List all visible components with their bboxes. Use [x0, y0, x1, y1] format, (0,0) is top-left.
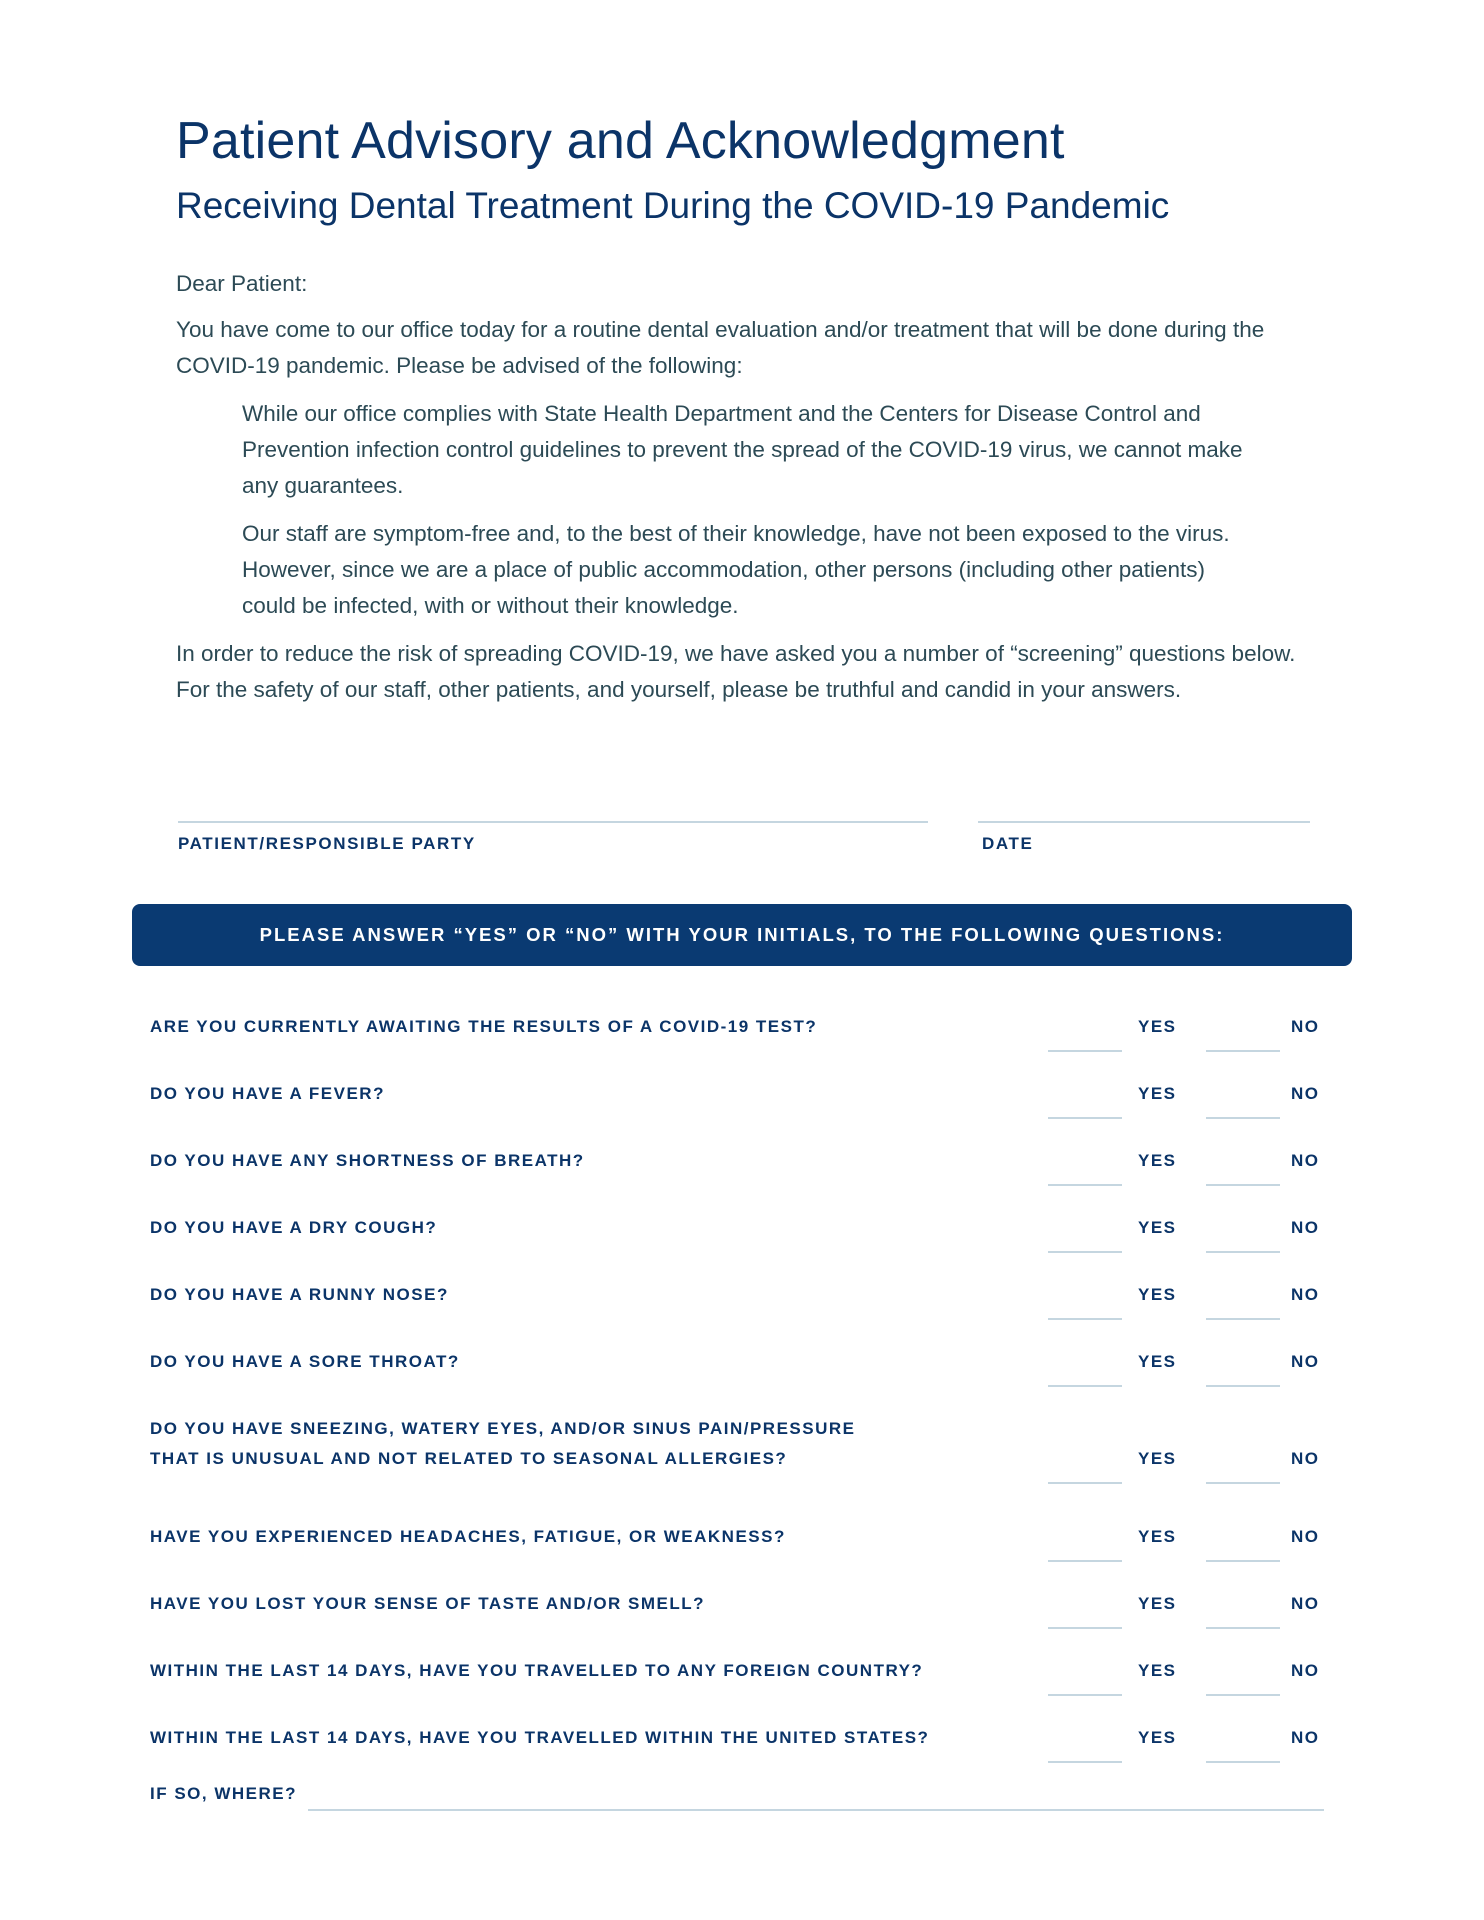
page-subtitle: Receiving Dental Treatment During the COVID-19 Pandemic — [176, 185, 1170, 226]
advisory-point-1: While our office complies with State Health Department and the Centers for Disease Control and Prevention infection control guidelines to prevent the spread of the COVID-19 virus, we cannot make any guarantees. — [242, 401, 1243, 498]
intro-paragraph: You have come to our office today for a routine dental evaluation and/or treatment that will be done during the COVID-19 pandemic. Please be advised of the following: — [176, 317, 1265, 378]
patient-signature-line[interactable] — [178, 821, 928, 823]
no-initials-field[interactable] — [1206, 1318, 1280, 1320]
no-initials-field[interactable] — [1206, 1050, 1280, 1052]
no-label: NO — [1291, 1594, 1320, 1613]
answer-group — [150, 1347, 1330, 1377]
no-label: NO — [1291, 1285, 1320, 1304]
yes-initials-field[interactable] — [1048, 1318, 1122, 1320]
yes-initials-field[interactable] — [1048, 1761, 1122, 1763]
yes-label: YES — [1138, 1661, 1177, 1680]
no-label: NO — [1291, 1661, 1320, 1680]
yes-initials-field[interactable] — [1048, 1694, 1122, 1696]
question-text: HAVE YOU LOST YOUR SENSE OF TASTE AND/OR SMELL? — [150, 1594, 706, 1613]
answer-group — [150, 1012, 1330, 1042]
yes-label: YES — [1138, 1218, 1177, 1237]
yes-label: YES — [1138, 1285, 1177, 1304]
question-row — [150, 1414, 1330, 1474]
answer-group — [150, 1723, 1330, 1753]
question-text: DO YOU HAVE A FEVER? — [150, 1084, 385, 1103]
no-label: NO — [1291, 1449, 1320, 1468]
yes-initials-field[interactable] — [1048, 1482, 1122, 1484]
no-label: NO — [1291, 1017, 1320, 1036]
closing-paragraph: In order to reduce the risk of spreading COVID-19, we have asked you a number of “screening” questions below. For the safety of our staff, other patients, and yourself, please be truthful and candid in your answers. — [176, 641, 1296, 702]
question-text: DO YOU HAVE SNEEZING, WATERY EYES, AND/OR SINUS PAIN/PRESSURE — [150, 1419, 856, 1438]
yes-initials-field[interactable] — [1048, 1184, 1122, 1186]
yes-initials-field[interactable] — [1048, 1627, 1122, 1629]
yes-label: YES — [1138, 1352, 1177, 1371]
no-label: NO — [1291, 1527, 1320, 1546]
no-initials-field[interactable] — [1206, 1560, 1280, 1562]
yes-label: YES — [1138, 1084, 1177, 1103]
no-initials-field[interactable] — [1206, 1627, 1280, 1629]
no-initials-field[interactable] — [1206, 1385, 1280, 1387]
question-row — [150, 1280, 1330, 1310]
question-text-line2: THAT IS UNUSUAL AND NOT RELATED TO SEASONAL ALLERGIES? — [150, 1449, 788, 1468]
no-label: NO — [1291, 1352, 1320, 1371]
no-initials-field[interactable] — [1206, 1482, 1280, 1484]
question-text: DO YOU HAVE A DRY COUGH? — [150, 1218, 438, 1237]
no-initials-field[interactable] — [1206, 1694, 1280, 1696]
yes-label: YES — [1138, 1527, 1177, 1546]
followup-row — [150, 1779, 1330, 1809]
yes-label: YES — [1138, 1449, 1177, 1468]
page-title: Patient Advisory and Acknowledgment — [176, 112, 1065, 170]
answer-group — [150, 1589, 1330, 1619]
question-text: ARE YOU CURRENTLY AWAITING THE RESULTS OF A COVID-19 TEST? — [150, 1017, 818, 1036]
yes-initials-field[interactable] — [1048, 1117, 1122, 1119]
question-row — [150, 1012, 1330, 1042]
yes-label: YES — [1138, 1594, 1177, 1613]
question-row — [150, 1079, 1330, 1109]
no-label: NO — [1291, 1728, 1320, 1747]
no-initials-field[interactable] — [1206, 1761, 1280, 1763]
question-row — [150, 1146, 1330, 1176]
answer-group — [150, 1444, 1330, 1474]
question-row — [150, 1213, 1330, 1243]
question-text: DO YOU HAVE A RUNNY NOSE? — [150, 1285, 449, 1304]
question-row — [150, 1656, 1330, 1686]
answer-group — [150, 1146, 1330, 1176]
yes-label: YES — [1138, 1017, 1177, 1036]
question-text: DO YOU HAVE ANY SHORTNESS OF BREATH? — [150, 1151, 585, 1170]
date-line[interactable] — [978, 821, 1310, 823]
followup-label: IF SO, WHERE? — [150, 1784, 297, 1803]
question-text: DO YOU HAVE A SORE THROAT? — [150, 1352, 460, 1371]
yes-initials-field[interactable] — [1048, 1251, 1122, 1253]
question-text: HAVE YOU EXPERIENCED HEADACHES, FATIGUE, OR WEAKNESS? — [150, 1527, 786, 1546]
date-label: DATE — [982, 834, 1034, 853]
no-label: NO — [1291, 1218, 1320, 1237]
answer-group — [150, 1079, 1330, 1109]
answer-group — [150, 1213, 1330, 1243]
instruction-banner — [132, 904, 1352, 966]
answer-group — [150, 1522, 1330, 1552]
question-text: WITHIN THE LAST 14 DAYS, HAVE YOU TRAVELLED WITHIN THE UNITED STATES? — [150, 1728, 930, 1747]
no-initials-field[interactable] — [1206, 1184, 1280, 1186]
yes-label: YES — [1138, 1151, 1177, 1170]
no-label: NO — [1291, 1084, 1320, 1103]
question-row — [150, 1723, 1330, 1753]
patient-party-label: PATIENT/RESPONSIBLE PARTY — [178, 834, 476, 853]
banner-text: PLEASE ANSWER “YES” OR “NO” WITH YOUR INITIALS, TO THE FOLLOWING QUESTIONS: — [259, 924, 1225, 945]
no-initials-field[interactable] — [1206, 1117, 1280, 1119]
answer-group — [150, 1280, 1330, 1310]
yes-initials-field[interactable] — [1048, 1385, 1122, 1387]
question-text: WITHIN THE LAST 14 DAYS, HAVE YOU TRAVELLED TO ANY FOREIGN COUNTRY? — [150, 1661, 924, 1680]
yes-initials-field[interactable] — [1048, 1050, 1122, 1052]
salutation: Dear Patient: — [176, 271, 308, 296]
no-label: NO — [1291, 1151, 1320, 1170]
answer-group — [150, 1656, 1330, 1686]
question-row — [150, 1347, 1330, 1377]
question-row — [150, 1522, 1330, 1552]
question-row — [150, 1589, 1330, 1619]
yes-label: YES — [1138, 1728, 1177, 1747]
followup-where-line[interactable] — [308, 1809, 1324, 1811]
advisory-point-2: Our staff are symptom-free and, to the best of their knowledge, have not been exposed to the virus. However, since we are a place of public accommodation, other persons (including other patients) could be infected, with or without their knowledge. — [242, 521, 1230, 618]
no-initials-field[interactable] — [1206, 1251, 1280, 1253]
yes-initials-field[interactable] — [1048, 1560, 1122, 1562]
